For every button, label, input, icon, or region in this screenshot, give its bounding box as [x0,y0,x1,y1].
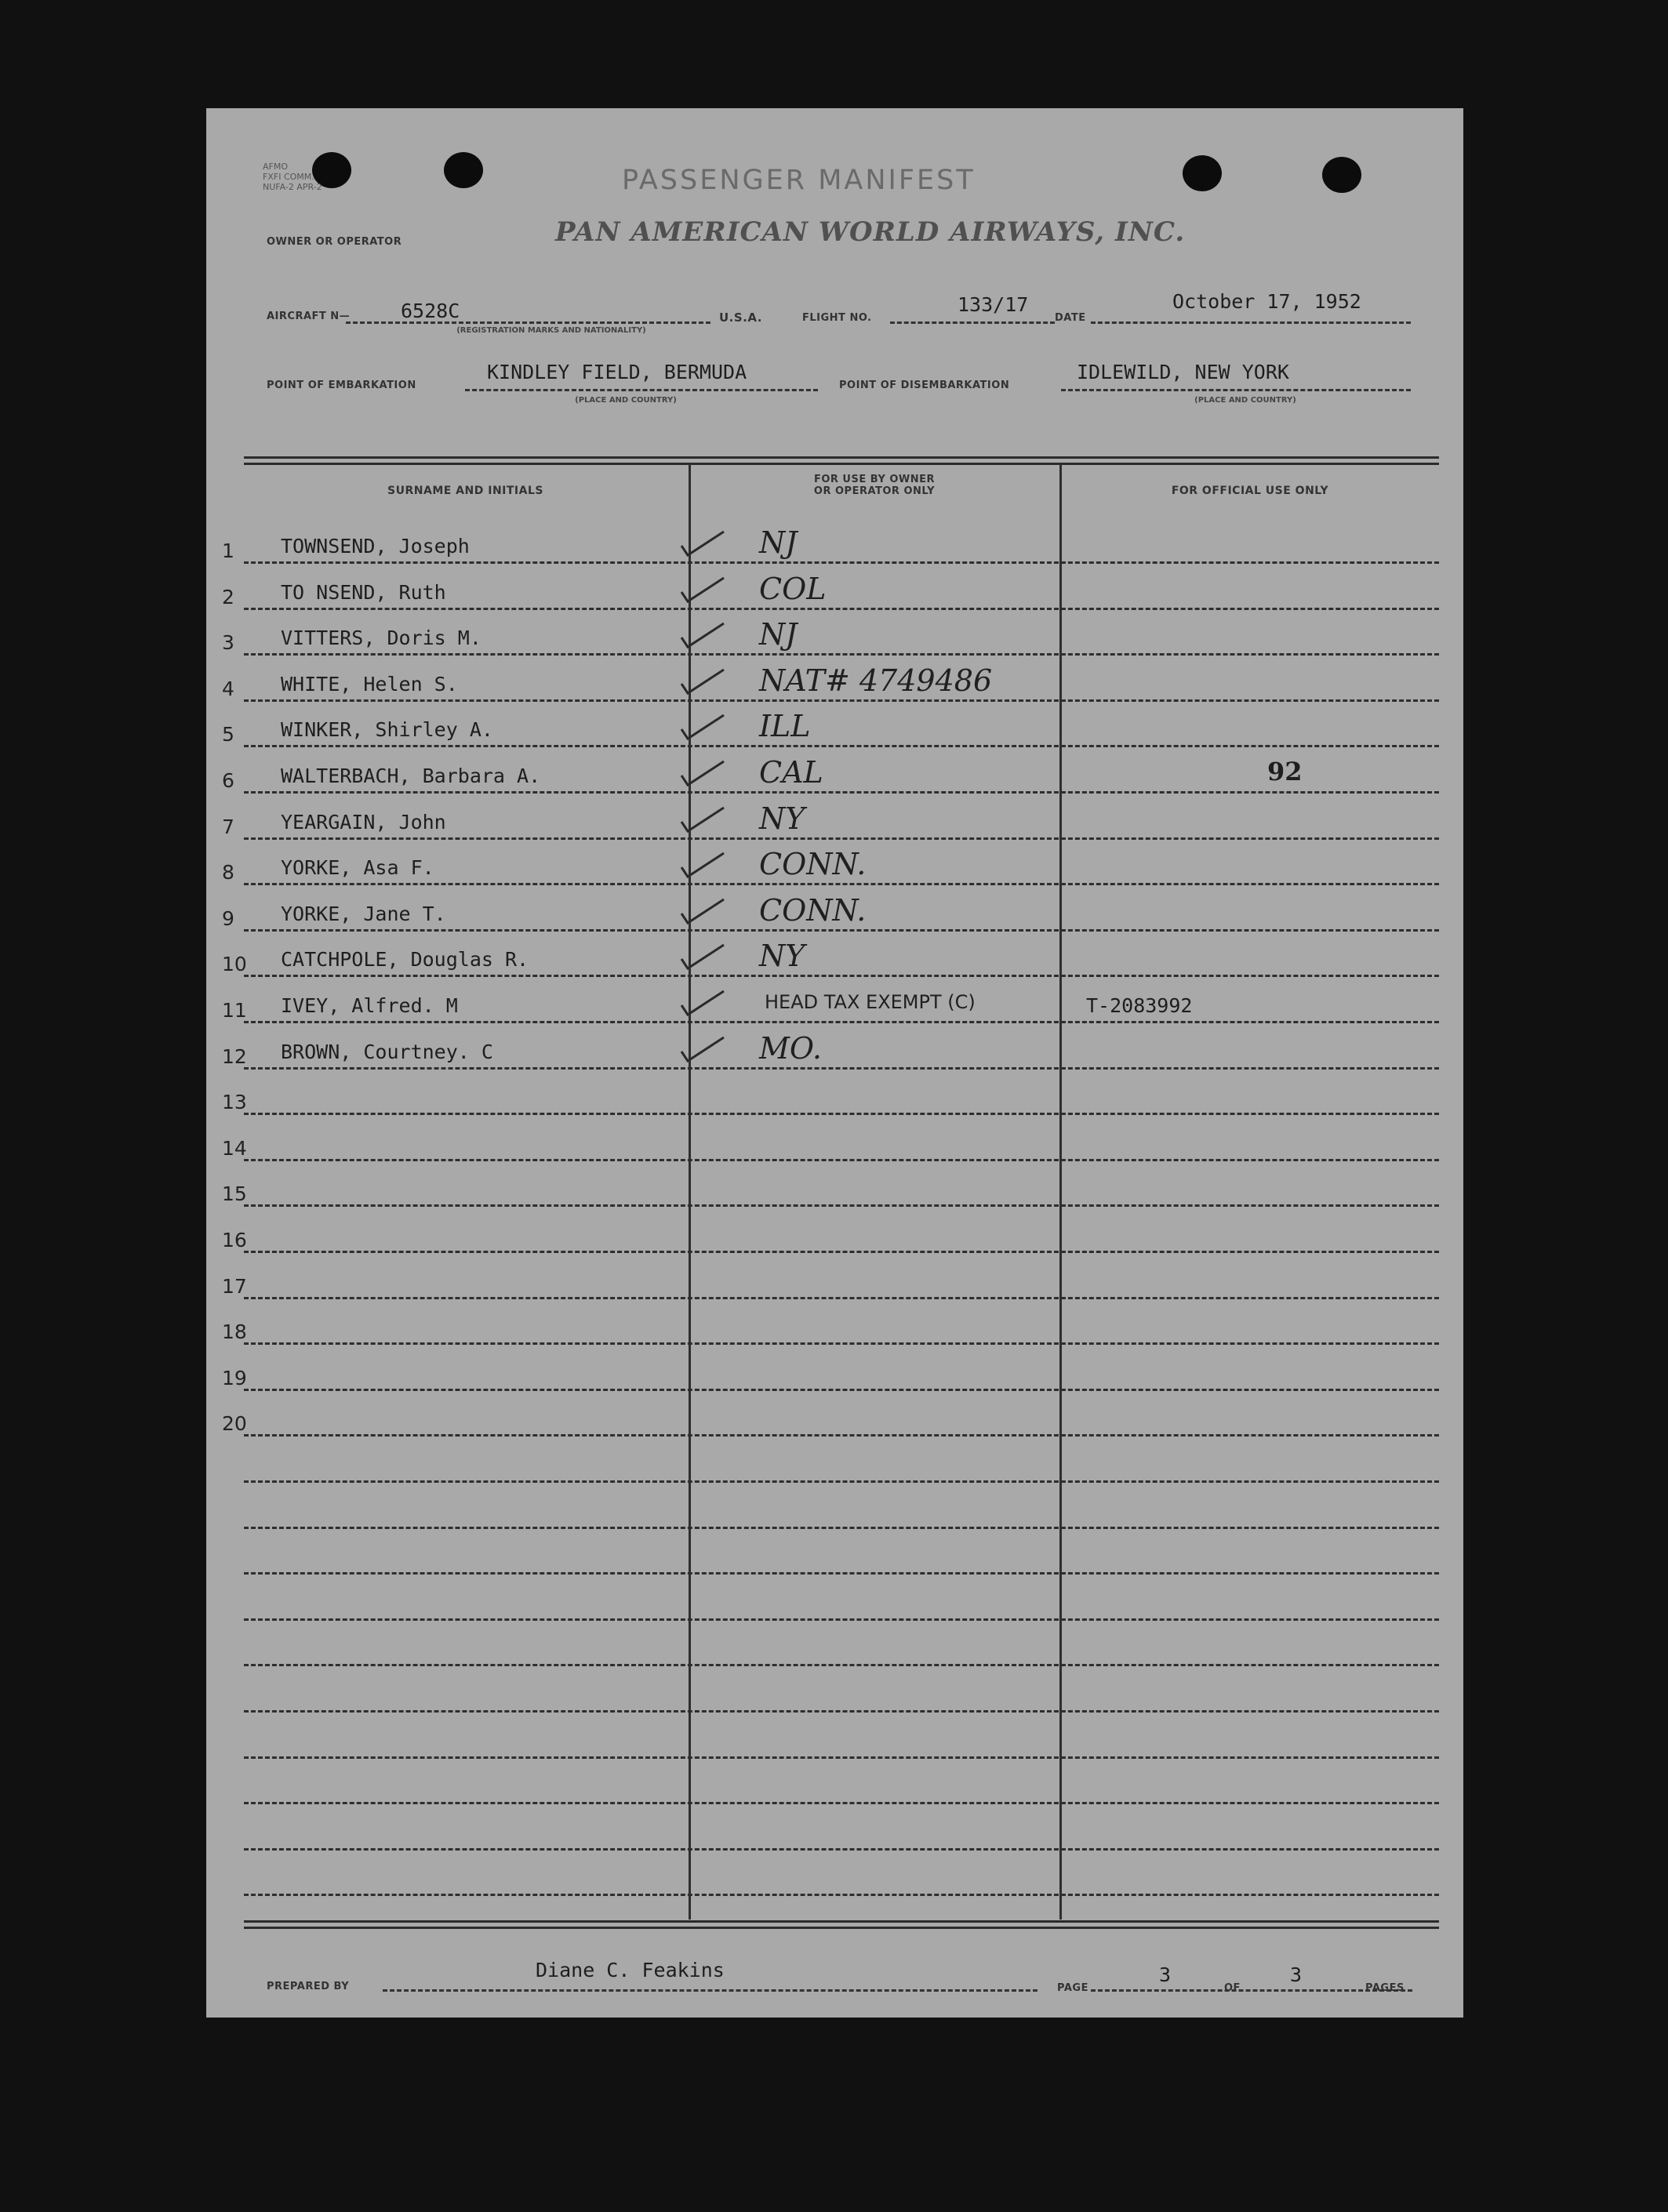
row-rule [244,561,1439,564]
col-header-official: FOR OFFICIAL USE ONLY [1171,485,1329,497]
aircraft-value: 6528C [401,300,460,322]
owner-note: CONN. [759,892,867,928]
owner-name: PAN AMERICAN WORLD AIRWAYS, INC. [555,216,1186,248]
page-label: PAGE [1057,1982,1088,1994]
embarkation-value: KINDLEY FIELD, BERMUDA [487,361,747,383]
disembarkation-value: IDLEWILD, NEW YORK [1077,361,1289,383]
blank-row-rule [244,1664,1439,1666]
row-rule [244,1342,1439,1345]
registration-note: (REGISTRATION MARKS AND NATIONALITY) [456,326,646,335]
owner-note: HEAD TAX EXEMPT (C) [765,991,976,1013]
row-number: 8 [222,861,234,884]
owner-label: OWNER OR OPERATOR [267,236,402,248]
passenger-name: CATCHPOLE, Douglas R. [281,948,529,972]
blank-row-rule [244,1710,1439,1713]
row-rule [244,883,1439,885]
row-number: 1 [222,539,234,562]
passenger-name: TO NSEND, Ruth [281,580,446,604]
row-number: 17 [222,1274,247,1298]
owner-note: CAL [759,755,823,790]
row-number: 19 [222,1366,247,1389]
stamp-line-2: FXFI COMM. [263,172,314,182]
page-total: 3 [1290,1963,1303,1986]
blank-row-rule [244,1848,1439,1851]
stamp-line-3: NUFA-2 APR-2 [263,182,322,192]
check-mark-icon [678,712,727,742]
owner-note: NY [759,801,805,836]
row-number: 6 [222,769,234,792]
row-rule [244,1021,1439,1023]
passenger-name: WINKER, Shirley A. [281,718,493,742]
row-rule [244,1159,1439,1161]
punch-hole-4 [1322,157,1361,193]
check-mark-icon [678,942,727,972]
embarkation-label: POINT OF EMBARKATION [267,380,416,391]
check-mark-icon [678,667,727,696]
owner-note: COL [759,571,827,606]
blank-row-rule [244,1618,1439,1621]
row-rule [244,1113,1439,1115]
row-rule [244,608,1439,610]
flight-value: 133/17 [958,293,1029,316]
date-label: DATE [1055,312,1086,324]
passenger-name: YEARGAIN, John [281,810,446,834]
form-title: PASSENGER MANIFEST [622,165,976,196]
of-label: OF [1224,1982,1241,1994]
owner-note: NJ [759,617,798,652]
row-number: 5 [222,723,234,746]
blank-row-rule [244,1480,1439,1483]
check-mark-icon [678,896,727,926]
date-underline [1091,321,1411,324]
passenger-name: YORKE, Asa F. [281,856,434,880]
manifest-sheet [206,108,1463,2018]
disembarkation-underline [1061,389,1411,391]
row-rule [244,975,1439,977]
table-bottom-rule [244,1920,1439,1929]
prepared-by-underline [383,1989,1038,1992]
row-rule [244,929,1439,932]
row-rule [244,837,1439,840]
owner-note: NJ [759,525,798,560]
owner-note: ILL [759,709,811,744]
check-mark-icon [678,850,727,880]
row-number: 2 [222,585,234,608]
passenger-name: WHITE, Helen S. [281,672,458,696]
embarkation-underline [465,389,818,391]
punch-hole-2 [444,152,483,188]
blank-row-rule [244,1572,1439,1575]
usa-label: U.S.A. [719,311,762,325]
disembarkation-label: POINT OF DISEMBARKATION [839,380,1010,391]
passenger-name: BROWN, Courtney. C [281,1040,493,1063]
row-rule [244,653,1439,656]
embarkation-place-note: (PLACE AND COUNTRY) [575,396,677,405]
official-entry: 92 [1267,757,1303,786]
passenger-name: YORKE, Jane T. [281,902,446,925]
check-mark-icon [678,575,727,605]
date-value: October 17, 1952 [1172,290,1361,313]
blank-row-rule [244,1894,1439,1896]
row-number: 12 [222,1044,247,1068]
row-number: 16 [222,1229,247,1251]
row-number: 10 [222,953,247,976]
owner-note: CONN. [759,847,867,882]
official-entry: T-2083992 [1086,994,1193,1017]
punch-hole-3 [1183,155,1222,191]
aircraft-label: AIRCRAFT N— [267,311,351,322]
passenger-name: IVEY, Alfred. M [281,994,458,1017]
page-number: 3 [1159,1963,1172,1986]
row-number: 13 [222,1091,247,1114]
blank-row-rule [244,1756,1439,1759]
row-rule [244,791,1439,794]
blank-row-rule [244,1527,1439,1529]
row-rule [244,1204,1439,1207]
row-number: 18 [222,1320,247,1344]
row-number: 9 [222,906,234,930]
column-divider-2 [1059,463,1062,1920]
col-header-surname: SURNAME AND INITIALS [387,485,543,497]
flight-underline [890,321,1055,324]
page-underline [1091,1989,1412,1992]
row-rule [244,699,1439,702]
owner-note: MO. [759,1030,822,1066]
row-rule [244,1067,1439,1070]
check-mark-icon [678,620,727,650]
row-number: 4 [222,677,234,700]
row-number: 11 [222,999,247,1022]
row-number: 7 [222,815,234,838]
table-top-rule [244,456,1439,465]
stamp-line-1: AFMO [263,162,289,172]
passenger-name: WALTERBACH, Barbara A. [281,765,541,787]
row-number: 3 [222,631,234,655]
row-rule [244,745,1439,747]
check-mark-icon [678,758,727,788]
pages-label: PAGES [1365,1982,1405,1994]
check-mark-icon [678,1034,727,1064]
routing-stamp [263,162,322,192]
passenger-name: VITTERS, Doris M. [281,627,482,650]
row-rule [244,1389,1439,1391]
owner-note: NAT# 4749486 [759,663,993,698]
owner-note: NY [759,939,805,974]
row-rule [244,1434,1439,1437]
check-mark-icon [678,988,727,1018]
col-header-owner: FOR USE BY OWNER OR OPERATOR ONLY [813,474,936,497]
row-rule [244,1297,1439,1299]
row-number: 14 [222,1136,247,1160]
prepared-by-value: Diane C. Feakins [536,1959,725,1981]
flight-label: FLIGHT NO. [802,312,872,324]
row-rule [244,1251,1439,1253]
disembarkation-place-note: (PLACE AND COUNTRY) [1194,396,1296,405]
row-number: 20 [222,1412,247,1436]
check-mark-icon [678,528,727,558]
check-mark-icon [678,805,727,834]
prepared-by-label: PREPARED BY [267,1981,350,1992]
blank-row-rule [244,1802,1439,1804]
passenger-name: TOWNSEND, Joseph [281,535,470,558]
row-number: 15 [222,1182,247,1206]
